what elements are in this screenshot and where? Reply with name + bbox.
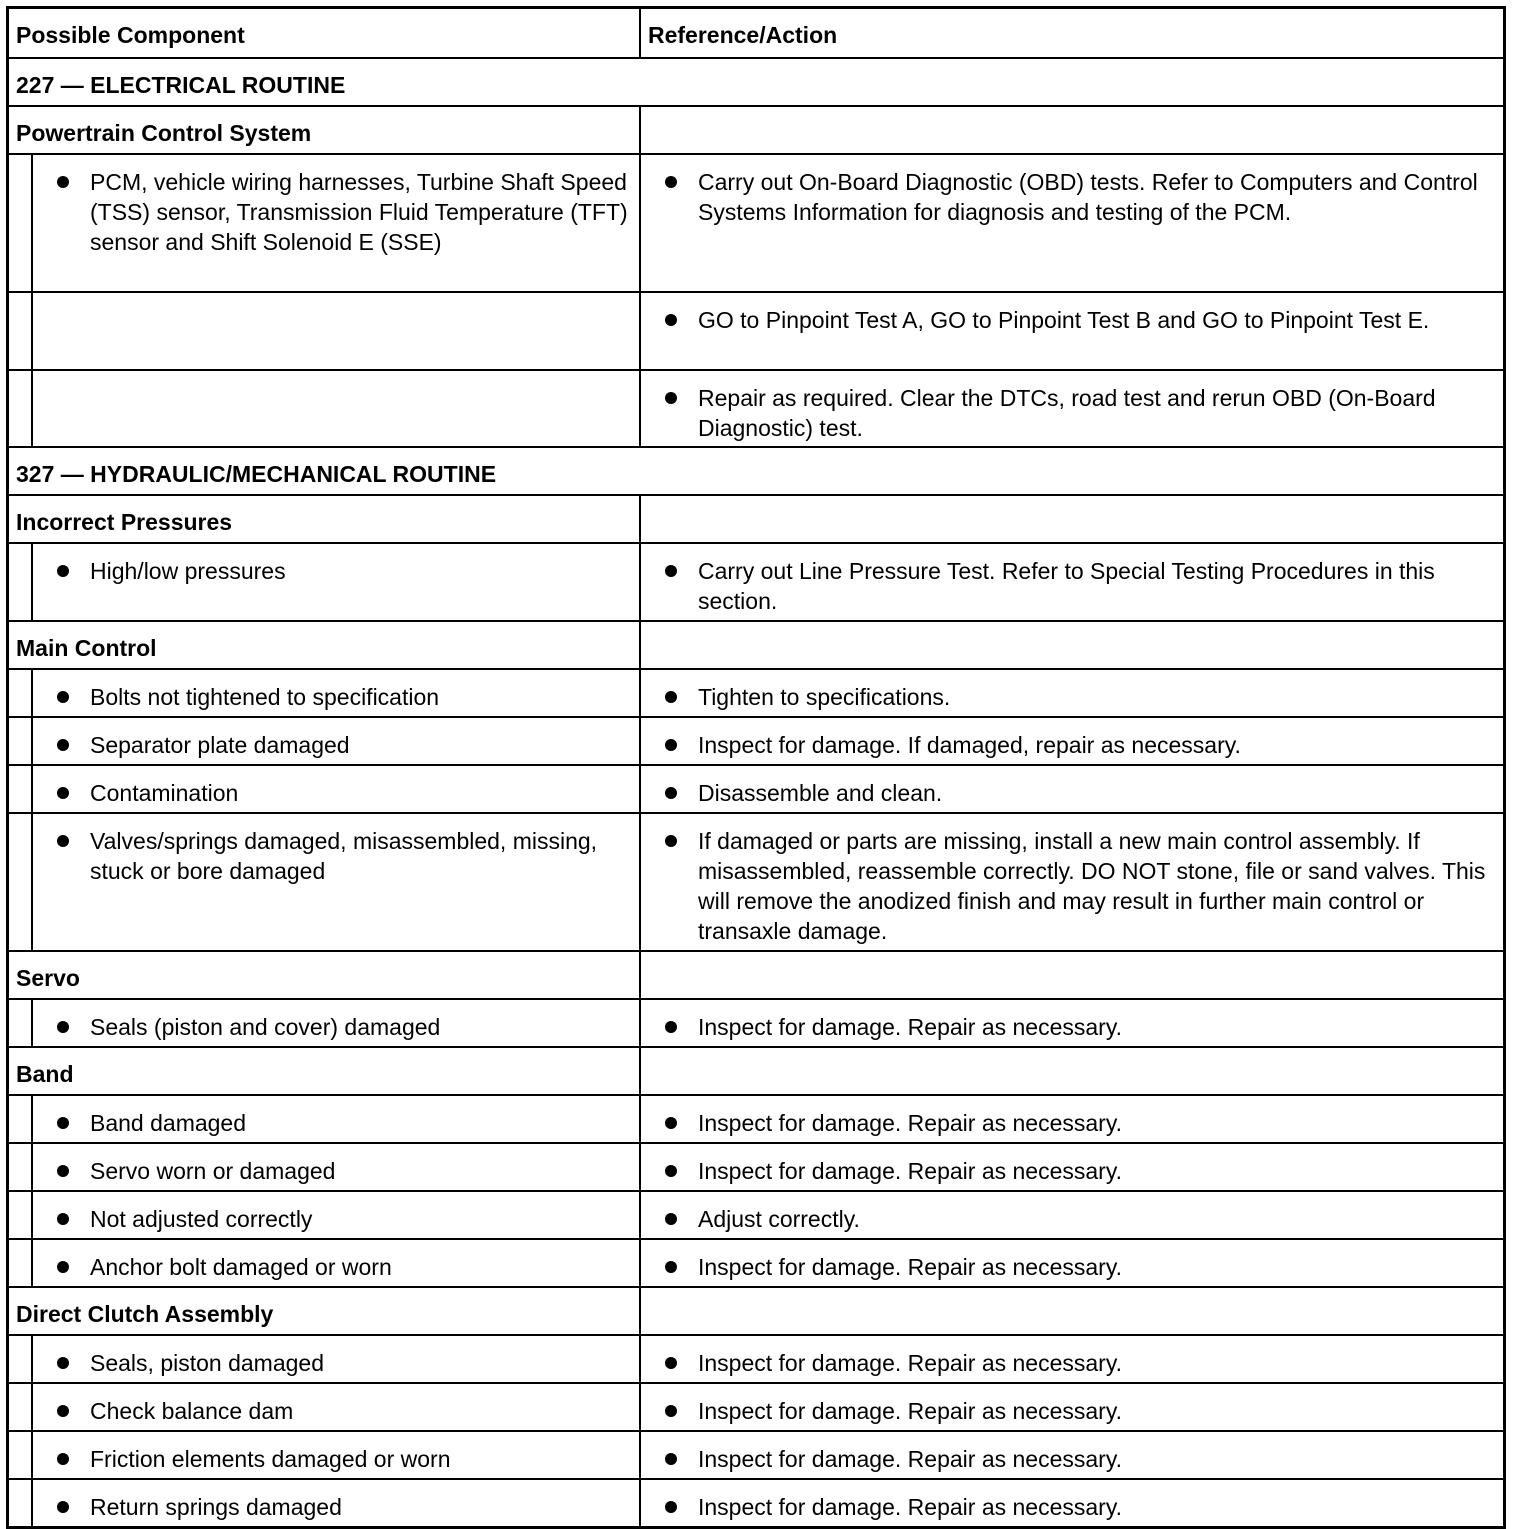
action-text: Disassemble and clean. [698, 780, 943, 806]
action-text: Inspect for damage. If damaged, repair as necessary. [698, 732, 1241, 758]
action-text: Inspect for damage. Repair as necessary. [698, 1494, 1123, 1520]
column-header-action: Reference/Action [648, 22, 838, 48]
component-text: Anchor bolt damaged or worn [90, 1254, 392, 1280]
action-text: Inspect for damage. Repair as necessary. [698, 1014, 1123, 1040]
group-title: Direct Clutch Assembly [16, 1301, 274, 1327]
action-text: GO to Pinpoint Test A, GO to Pinpoint Test B and GO to Pinpoint Test E. [698, 307, 1430, 333]
group-title: Powertrain Control System [16, 120, 312, 146]
group-row [9, 950, 1503, 998]
bullet-icon [665, 1453, 677, 1465]
action-text: Inspect for damage. Repair as necessary. [698, 1158, 1123, 1184]
bullet-icon [665, 1021, 677, 1033]
bullet-icon [665, 787, 677, 799]
bullet-icon [665, 392, 677, 404]
bullet-icon [665, 1501, 677, 1513]
group-title: Main Control [16, 635, 157, 661]
component-text: Friction elements damaged or worn [90, 1446, 451, 1472]
bullet-icon [665, 1357, 677, 1369]
component-text: Band damaged [90, 1110, 247, 1136]
action-text: Adjust correctly. [698, 1206, 860, 1232]
component-text: Not adjusted correctly [90, 1206, 313, 1232]
bullet-icon [57, 1501, 69, 1513]
component-text: Check balance dam [90, 1398, 294, 1424]
action-text: Tighten to specifications. [698, 684, 951, 710]
bullet-icon [57, 1453, 69, 1465]
group-row [9, 1046, 1503, 1094]
bullet-icon [665, 1165, 677, 1177]
bullet-icon [665, 314, 677, 326]
table-row [9, 153, 1503, 291]
bullet-icon [57, 691, 69, 703]
bullet-icon [57, 176, 69, 188]
table-row [9, 812, 1503, 950]
action-text: Inspect for damage. Repair as necessary. [698, 1110, 1123, 1136]
section-row [9, 57, 1503, 105]
bullet-icon [57, 1165, 69, 1177]
table-row [9, 1334, 1503, 1382]
group-row [9, 1286, 1503, 1334]
table-row [9, 542, 1503, 620]
bullet-icon [665, 739, 677, 751]
component-text: Valves/springs damaged, misassembled, missing, stuck or bore damaged [90, 828, 598, 884]
bullet-icon [665, 835, 677, 847]
action-text: Inspect for damage. Repair as necessary. [698, 1398, 1123, 1424]
bullet-icon [57, 835, 69, 847]
component-text: Bolts not tightened to specification [90, 684, 440, 710]
bullet-icon [665, 1405, 677, 1417]
action-text: Carry out Line Pressure Test. Refer to Special Testing Procedures in this section. [698, 558, 1435, 614]
section-title: 327 — HYDRAULIC/MECHANICAL ROUTINE [16, 461, 497, 487]
bullet-icon [57, 1261, 69, 1273]
bullet-icon [665, 1213, 677, 1225]
action-text: If damaged or parts are missing, install a new main control assembly. If misassembled, reassemble correctly. DO NOT stone, file or sand valves. This will remove the anodized finish and may result in further main control or transaxle damage. [698, 828, 1486, 944]
component-text: PCM, vehicle wiring harnesses, Turbine Shaft Speed (TSS) sensor, Transmission Fluid Temperature (TFT) sensor and Shift Solenoid E (SSE) [90, 169, 628, 255]
action-text: Carry out On-Board Diagnostic (OBD) tests. Refer to Computers and Control Systems Information for diagnosis and testing of the PCM. [698, 169, 1478, 225]
action-text: Repair as required. Clear the DTCs, road test and rerun OBD (On-Board Diagnostic) test. [698, 385, 1436, 441]
table-row [9, 998, 1503, 1046]
group-row [9, 105, 1503, 153]
table-row [9, 716, 1503, 764]
bullet-icon [57, 739, 69, 751]
bullet-icon [665, 1261, 677, 1273]
component-text: Servo worn or damaged [90, 1158, 336, 1184]
bullet-icon [57, 1405, 69, 1417]
action-text: Inspect for damage. Repair as necessary. [698, 1350, 1123, 1376]
table-header-row [9, 9, 1503, 57]
component-text: Seals (piston and cover) damaged [90, 1014, 441, 1040]
table-row [9, 1238, 1503, 1286]
bullet-icon [57, 1117, 69, 1129]
bullet-icon [57, 1021, 69, 1033]
component-text: Contamination [90, 780, 239, 806]
diagnostic-table [6, 6, 1506, 1529]
table-row [9, 1094, 1503, 1142]
action-text: Inspect for damage. Repair as necessary. [698, 1254, 1123, 1280]
component-text: High/low pressures [90, 558, 286, 584]
bullet-icon [665, 691, 677, 703]
bullet-icon [57, 787, 69, 799]
table-row [9, 369, 1503, 446]
component-text: Separator plate damaged [90, 732, 350, 758]
bullet-icon [57, 1357, 69, 1369]
group-row [9, 494, 1503, 542]
table-row [9, 764, 1503, 812]
table-row [9, 668, 1503, 716]
bullet-icon [57, 565, 69, 577]
bullet-icon [665, 565, 677, 577]
section-title: 227 — ELECTRICAL ROUTINE [16, 72, 346, 98]
table-row [9, 291, 1503, 369]
group-row [9, 620, 1503, 668]
table-row [9, 1382, 1503, 1430]
group-title: Incorrect Pressures [16, 509, 233, 535]
column-header-component: Possible Component [16, 22, 245, 48]
component-text: Seals, piston damaged [90, 1350, 324, 1376]
table-row [9, 1430, 1503, 1478]
bullet-icon [665, 176, 677, 188]
table-row [9, 1142, 1503, 1190]
table-row [9, 1478, 1503, 1526]
bullet-icon [665, 1117, 677, 1129]
bullet-icon [57, 1213, 69, 1225]
group-title: Servo [16, 965, 80, 991]
section-row [9, 446, 1503, 494]
group-title: Band [16, 1061, 74, 1087]
component-text: Return springs damaged [90, 1494, 342, 1520]
table-row [9, 1190, 1503, 1238]
action-text: Inspect for damage. Repair as necessary. [698, 1446, 1123, 1472]
